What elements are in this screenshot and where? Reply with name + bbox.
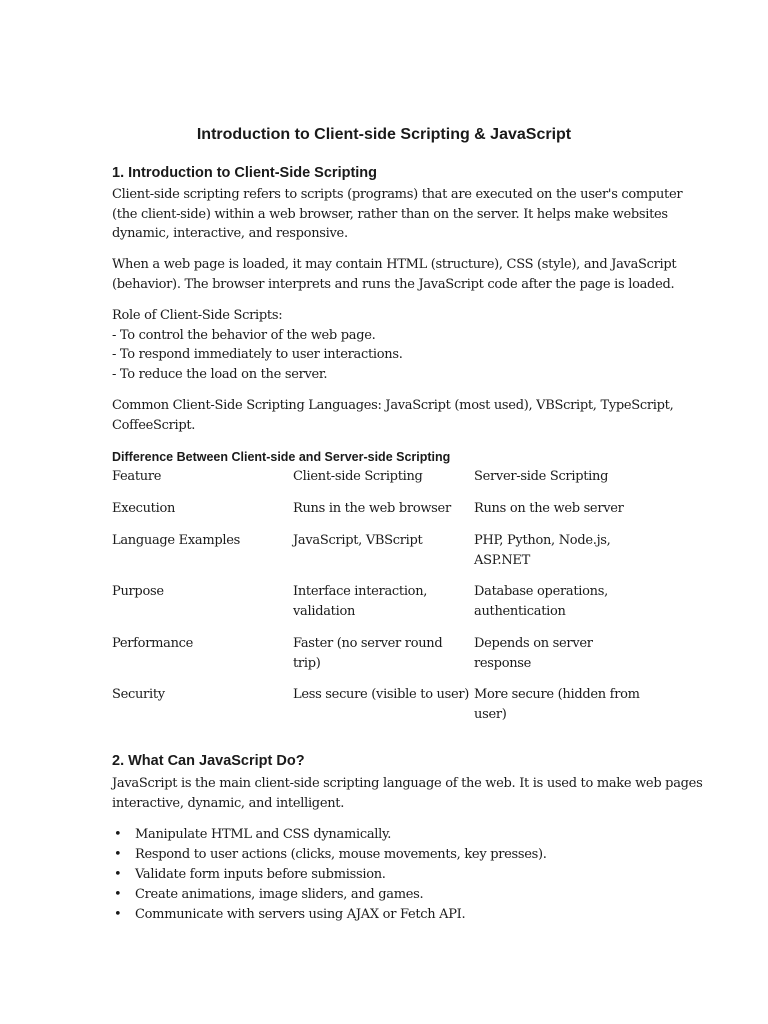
text-line: - To control the behavior of the web page. <box>112 327 376 343</box>
text-line: interactive, dynamic, and intelligent. <box>112 795 345 811</box>
cell-line: ASP.NET <box>474 552 530 568</box>
table-cell-feature <box>112 685 282 705</box>
list-item-text: Manipulate HTML and CSS dynamically. <box>135 827 392 842</box>
table-cell-client <box>293 531 463 551</box>
section-1-heading: 1. Introduction to Client-Side Scripting <box>112 165 378 181</box>
text-line: CoffeeScript. <box>112 417 196 433</box>
cell-line: Execution <box>112 501 176 516</box>
table-cell-client <box>293 634 463 673</box>
cell-line: Security <box>112 687 165 702</box>
list-item-text: Validate form inputs before submission. <box>135 867 386 882</box>
list-item <box>112 905 547 925</box>
javascript-capabilities-list <box>112 825 547 925</box>
table-cell-server <box>474 531 664 570</box>
bullet-icon: • <box>114 847 122 862</box>
list-item <box>112 845 547 865</box>
intro-paragraph <box>112 185 683 244</box>
bullet-icon: • <box>114 887 122 902</box>
cell-line: Interface interaction, <box>293 584 428 599</box>
page-load-paragraph <box>112 255 677 294</box>
cell-line: Database operations, <box>474 584 608 599</box>
table-cell-client <box>293 582 463 621</box>
list-item-text: Create animations, image sliders, and games. <box>135 887 424 902</box>
text-line: Client-side scripting refers to scripts (programs) that are executed on the user's computer <box>112 187 683 202</box>
cell-line: Language Examples <box>112 533 240 548</box>
list-item-text: Respond to user actions (clicks, mouse movements, key presses). <box>135 847 547 862</box>
cell-line: Runs on the web server <box>474 501 624 516</box>
table-cell-server <box>474 685 664 724</box>
cell-line: response <box>474 655 532 671</box>
cell-line: Depends on server <box>474 636 593 651</box>
cell-line: Purpose <box>112 584 164 599</box>
text-line: (the client-side) within a web browser, rather than on the server. It helps make websites <box>112 206 668 222</box>
javascript-paragraph <box>112 774 703 813</box>
bullet-icon: • <box>114 827 122 842</box>
text-line: Role of Client-Side Scripts: <box>112 308 283 323</box>
cell-line: Performance <box>112 636 194 651</box>
languages-paragraph <box>112 396 674 435</box>
list-item <box>112 825 547 845</box>
cell-line: Less secure (visible to user) <box>293 687 470 702</box>
table-header-cell: Feature <box>112 469 162 484</box>
text-line: - To respond immediately to user interactions. <box>112 347 403 362</box>
cell-line: validation <box>293 603 356 619</box>
text-line: dynamic, interactive, and responsive. <box>112 226 348 241</box>
bullet-icon: • <box>114 867 122 882</box>
table-cell-server <box>474 582 664 621</box>
table-header-cell: Server-side Scripting <box>474 469 609 484</box>
table-cell-client <box>293 685 470 705</box>
table-cell-feature <box>112 634 282 654</box>
table-cell-feature <box>112 499 282 519</box>
list-item <box>112 885 547 905</box>
cell-line: trip) <box>293 655 321 671</box>
table-cell-feature <box>112 531 282 551</box>
cell-line: More secure (hidden from <box>474 687 640 702</box>
text-line: (behavior). The browser interprets and runs the JavaScript code after the page is loaded. <box>112 276 675 292</box>
text-line: - To reduce the load on the server. <box>112 366 328 382</box>
list-item-text: Communicate with servers using AJAX or Fetch API. <box>135 907 466 922</box>
text-line: JavaScript is the main client-side scripting language of the web. It is used to make web pages <box>112 776 703 791</box>
cell-line: JavaScript, VBScript <box>293 533 423 548</box>
table-cell-client <box>293 499 463 519</box>
table-header-cell: Client-side Scripting <box>293 469 423 484</box>
text-line: Common Client-Side Scripting Languages: JavaScript (most used), VBScript, TypeScript, <box>112 398 674 413</box>
list-item <box>112 865 547 885</box>
cell-line: Faster (no server round <box>293 636 443 651</box>
roles-paragraph <box>112 306 664 384</box>
table-cell-server <box>474 634 664 673</box>
table-cell-server <box>474 499 664 519</box>
table-cell-feature <box>112 582 282 602</box>
text-line: When a web page is loaded, it may contain HTML (structure), CSS (style), and JavaScript <box>112 257 677 272</box>
section-2-heading: 2. What Can JavaScript Do? <box>112 753 305 769</box>
cell-line: authentication <box>474 603 566 619</box>
comparison-table-title: Difference Between Client-side and Server-side Scripting <box>112 450 451 464</box>
cell-line: Runs in the web browser <box>293 501 451 516</box>
bullet-icon: • <box>114 907 122 922</box>
cell-line: PHP, Python, Node.js, <box>474 533 611 548</box>
cell-line: user) <box>474 706 507 722</box>
document-title: Introduction to Client-side Scripting & JavaScript <box>196 126 572 143</box>
